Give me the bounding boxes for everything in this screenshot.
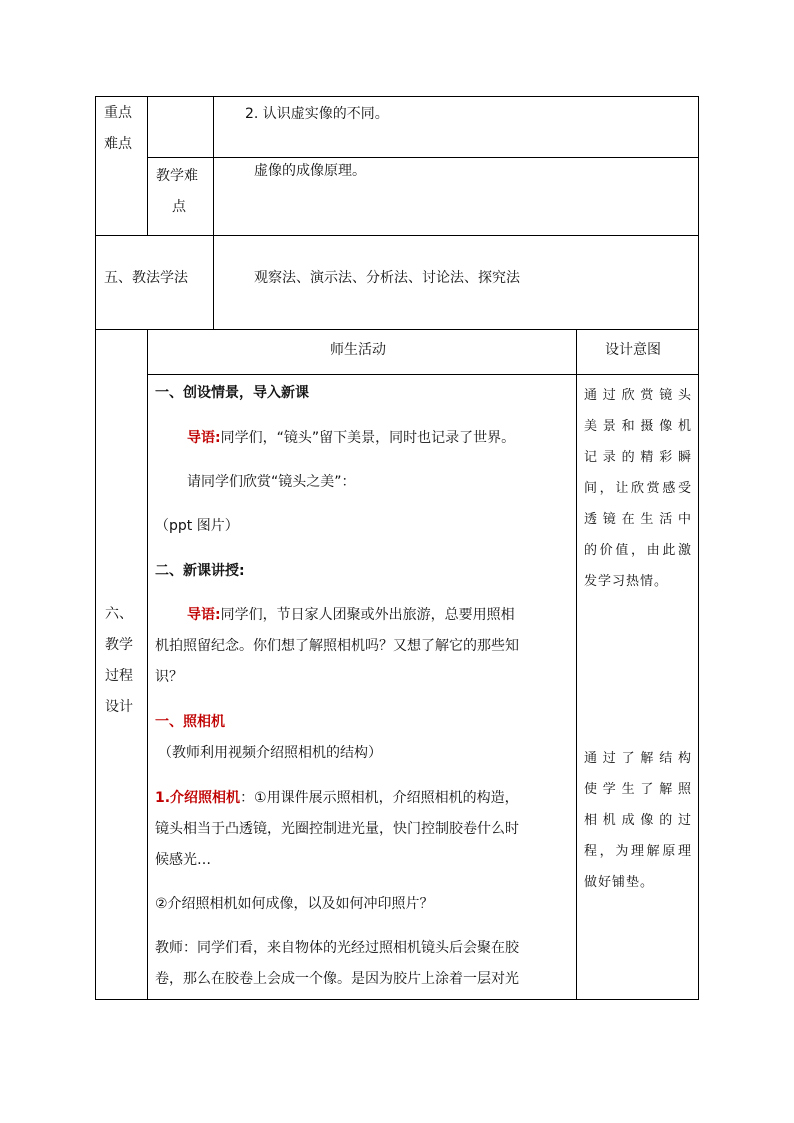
divider-col-1b (147, 329, 148, 1000)
label-guocheng-line2: 教学 (105, 637, 133, 653)
intent-block-2 (584, 743, 692, 898)
divider-col-1 (147, 96, 148, 236)
label-jiaoxue-nandian-line2: 点 (172, 199, 186, 215)
table-border-top (95, 96, 699, 97)
divider-row-guocheng (95, 329, 699, 330)
intent-2-line: 相机成像的过 (584, 813, 692, 828)
activity-paragraph-3: （ppt 图片） (155, 518, 239, 534)
lead-jieshao-zhaoxiangji: 1.介绍照相机 (155, 790, 241, 806)
intent-1-line: 发学习热情。 (584, 574, 669, 589)
activity-paragraph-6-line2: 镜头相当于凸透镜，光圈控制进光量，快门控制胶卷什么时 (155, 821, 519, 837)
activity-heading-2: 二、新课讲授: (155, 563, 245, 579)
intent-2-line: 做好铺垫。 (584, 875, 655, 890)
lead-daoyu-2: 导语: (187, 607, 221, 623)
activity-heading-1: 一、创设情景，导入新课 (155, 385, 309, 401)
lead-daoyu-1: 导语: (187, 430, 221, 446)
intent-2-line: 通过了解结构 (584, 751, 692, 766)
label-zhongdian-line2: 难点 (104, 136, 132, 152)
intent-2-line: 使学生了解照 (584, 782, 692, 797)
activity-paragraph-5: （教师利用视频介绍照相机的结构） (158, 745, 382, 761)
divider-col-intent (576, 329, 577, 1000)
label-jiaoxue-nandian-line1: 教学难 (156, 168, 198, 184)
activity-paragraph-6-line3: 候感光… (155, 852, 211, 868)
jiaofa-content: 观察法、演示法、分析法、讨论法、探究法 (254, 270, 520, 286)
header-activity: 师生活动 (330, 342, 386, 358)
label-jiaofa: 五、教法学法 (104, 270, 188, 286)
activity-heading-3: 一、照相机 (155, 714, 225, 730)
activity-paragraph-8-line1: 教师：同学们看，来自物体的光经过照相机镜头后会聚在胶 (155, 940, 519, 956)
activity-paragraph-1-text: 同学们，“镜头”留下美景，同时也记录了世界。 (220, 430, 516, 446)
zhongdian-item-2: 2. 认识虚实像的不同。 (245, 106, 389, 122)
intent-1-line: 的价值，由此激 (584, 543, 692, 558)
activity-paragraph-6-line1 (155, 788, 519, 808)
divider-sub-row (147, 157, 699, 158)
activity-paragraph-4-line1 (187, 605, 515, 625)
activity-paragraph-4-line2: 机拍照留纪念。你们想了解照相机吗？又想了解它的那些知 (155, 638, 519, 654)
label-guocheng-line3: 过程 (105, 668, 133, 684)
table-border-left (95, 96, 96, 1000)
intent-1-line: 美景和摄像机 (584, 419, 692, 434)
activity-paragraph-8-line2: 卷，那么在胶卷上会成一个像。是因为胶片上涂着一层对光 (155, 971, 519, 987)
intent-2-line: 程，为理解原理 (584, 844, 692, 859)
activity-paragraph-7: ②介绍照相机如何成像，以及如何冲印照片？ (155, 896, 434, 912)
activity-paragraph-4-text: 同学们，节日家人团聚或外出旅游，总要用照相 (220, 607, 515, 623)
label-guocheng-line1: 六、 (105, 606, 133, 622)
intent-1-line: 通过欣赏镜头 (584, 388, 692, 403)
activity-paragraph-4-line3: 识？ (155, 669, 183, 685)
intent-1-line: 透镜在生活中 (584, 512, 692, 527)
activity-paragraph-6-text: ：①用课件展示照相机，介绍照相机的构造， (240, 790, 519, 806)
table-border-right (698, 96, 699, 1000)
intent-1-line: 间，让欣赏感受 (584, 481, 692, 496)
jiaoxue-nandian-content: 虚像的成像原理。 (254, 163, 366, 179)
divider-col-2 (213, 96, 214, 330)
divider-header (147, 374, 699, 375)
divider-row-jiaofa (95, 235, 699, 236)
label-guocheng-line4: 设计 (105, 699, 133, 715)
intent-block-1 (584, 380, 692, 597)
intent-1-line: 记录的精彩瞬 (584, 450, 692, 465)
activity-paragraph-1 (187, 428, 515, 448)
label-zhongdian-line1: 重点 (104, 105, 132, 121)
table-border-bottom (95, 999, 699, 1000)
activity-paragraph-2: 请同学们欣赏“镜头之美”： (187, 474, 356, 490)
header-intent: 设计意图 (605, 342, 661, 358)
